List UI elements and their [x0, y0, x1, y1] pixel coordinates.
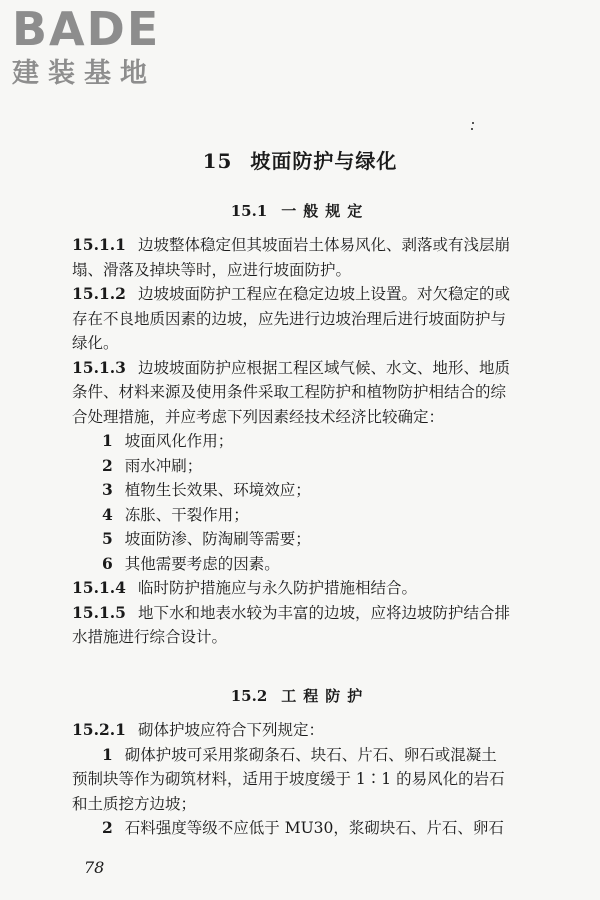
watermark-logo	[12, 2, 161, 90]
text-line: 合处理措施，并应考虑下列因素经技术经济比较确定：	[72, 407, 445, 426]
chapter-number: 15	[202, 149, 233, 173]
list-item	[72, 552, 542, 577]
list-item	[72, 429, 542, 454]
clause-15-1-5	[72, 601, 542, 626]
section-heading-15-2	[0, 685, 600, 706]
text-line: 塌、滑落及掉块等时，应进行坡面防护。	[72, 260, 352, 279]
item-text: 雨水冲刷；	[124, 456, 203, 475]
text-line: 绿化。	[72, 334, 119, 352]
list-item	[72, 816, 542, 841]
item-number: 5	[102, 529, 113, 548]
text-line: 存在不良地质因素的边坡，应先进行边坡治理后进行坡面防护与	[72, 309, 507, 328]
text-line: 水措施进行综合设计。	[72, 628, 228, 646]
section-body-15-2	[72, 718, 542, 841]
item-number: 4	[102, 504, 113, 524]
clause-15-1-4	[72, 576, 542, 601]
section-number: 15.1	[230, 202, 268, 220]
list-item	[72, 527, 542, 552]
watermark-main: BADE	[12, 2, 161, 56]
item-number: 6	[102, 553, 113, 573]
clause-number: 15.1.3	[72, 357, 126, 377]
speck	[471, 128, 473, 130]
list-item	[72, 478, 542, 503]
item-text: 植物生长效果、环境效应；	[124, 481, 311, 499]
section-heading-15-1	[0, 200, 600, 221]
clause-text: 临时防护措施应与永久防护措施相结合。	[137, 579, 417, 597]
text-line: 和土质挖方边坡；	[72, 794, 197, 813]
section-title: 一般规定	[281, 202, 370, 220]
item-number: 1	[102, 744, 113, 764]
section-number: 15.2	[230, 687, 268, 705]
text-line: 条件、材料来源及使用条件采取工程防护和植物防护相结合的综	[72, 383, 507, 401]
clause-number: 15.1.1	[72, 235, 126, 254]
page-number: 78	[84, 858, 105, 877]
clause-number: 15.1.4	[72, 578, 126, 597]
item-number: 2	[102, 455, 113, 475]
item-text: 石料强度等级不应低于 MU30，浆砌块石、片石、卵石	[124, 819, 504, 837]
clause-text: 边坡坡面防护应根据工程区域气候、水文、地形、地质	[137, 358, 510, 377]
watermark-sub: 建装基地	[12, 58, 156, 89]
text-line: 预制块等作为砌筑材料，适用于坡度缓于 1∶1 的易风化的岩石	[72, 770, 505, 788]
clause-15-2-1	[72, 718, 542, 743]
list-item	[72, 454, 542, 479]
clause-15-1-1	[72, 233, 542, 258]
item-number: 2	[102, 818, 113, 837]
clause-text: 边坡整体稳定但其坡面岩土体易风化、剥落或有浅层崩	[137, 236, 510, 254]
item-text: 其他需要考虑的因素。	[124, 554, 280, 573]
section-body-15-1	[72, 233, 542, 650]
chapter-text: 坡面防护与绿化	[250, 149, 398, 173]
clause-number: 15.1.2	[72, 284, 126, 303]
speck	[472, 122, 474, 124]
list-item	[72, 743, 542, 768]
clause-text: 地下水和地表水较为丰富的边坡，应将边坡防护结合排	[137, 603, 510, 622]
list-item	[72, 503, 542, 528]
chapter-title	[0, 145, 600, 174]
item-text: 冻胀、干裂作用；	[124, 505, 249, 524]
item-text: 砌体护坡可采用浆砌条石、块石、片石、卵石或混凝土	[124, 745, 497, 764]
clause-number: 15.1.5	[72, 602, 126, 622]
section-title: 工程防护	[281, 687, 370, 705]
clause-text: 边坡坡面防护工程应在稳定边坡上设置。对欠稳定的或	[137, 285, 510, 303]
clause-text: 砌体护坡应符合下列规定：	[137, 721, 324, 739]
item-text: 坡面风化作用；	[124, 432, 234, 450]
clause-number: 15.2.1	[72, 720, 126, 739]
clause-15-1-2	[72, 282, 542, 307]
item-number: 3	[102, 480, 113, 499]
clause-15-1-3	[72, 356, 542, 381]
item-number: 1	[102, 431, 113, 450]
item-text: 坡面防渗、防淘刷等需要；	[124, 530, 311, 548]
